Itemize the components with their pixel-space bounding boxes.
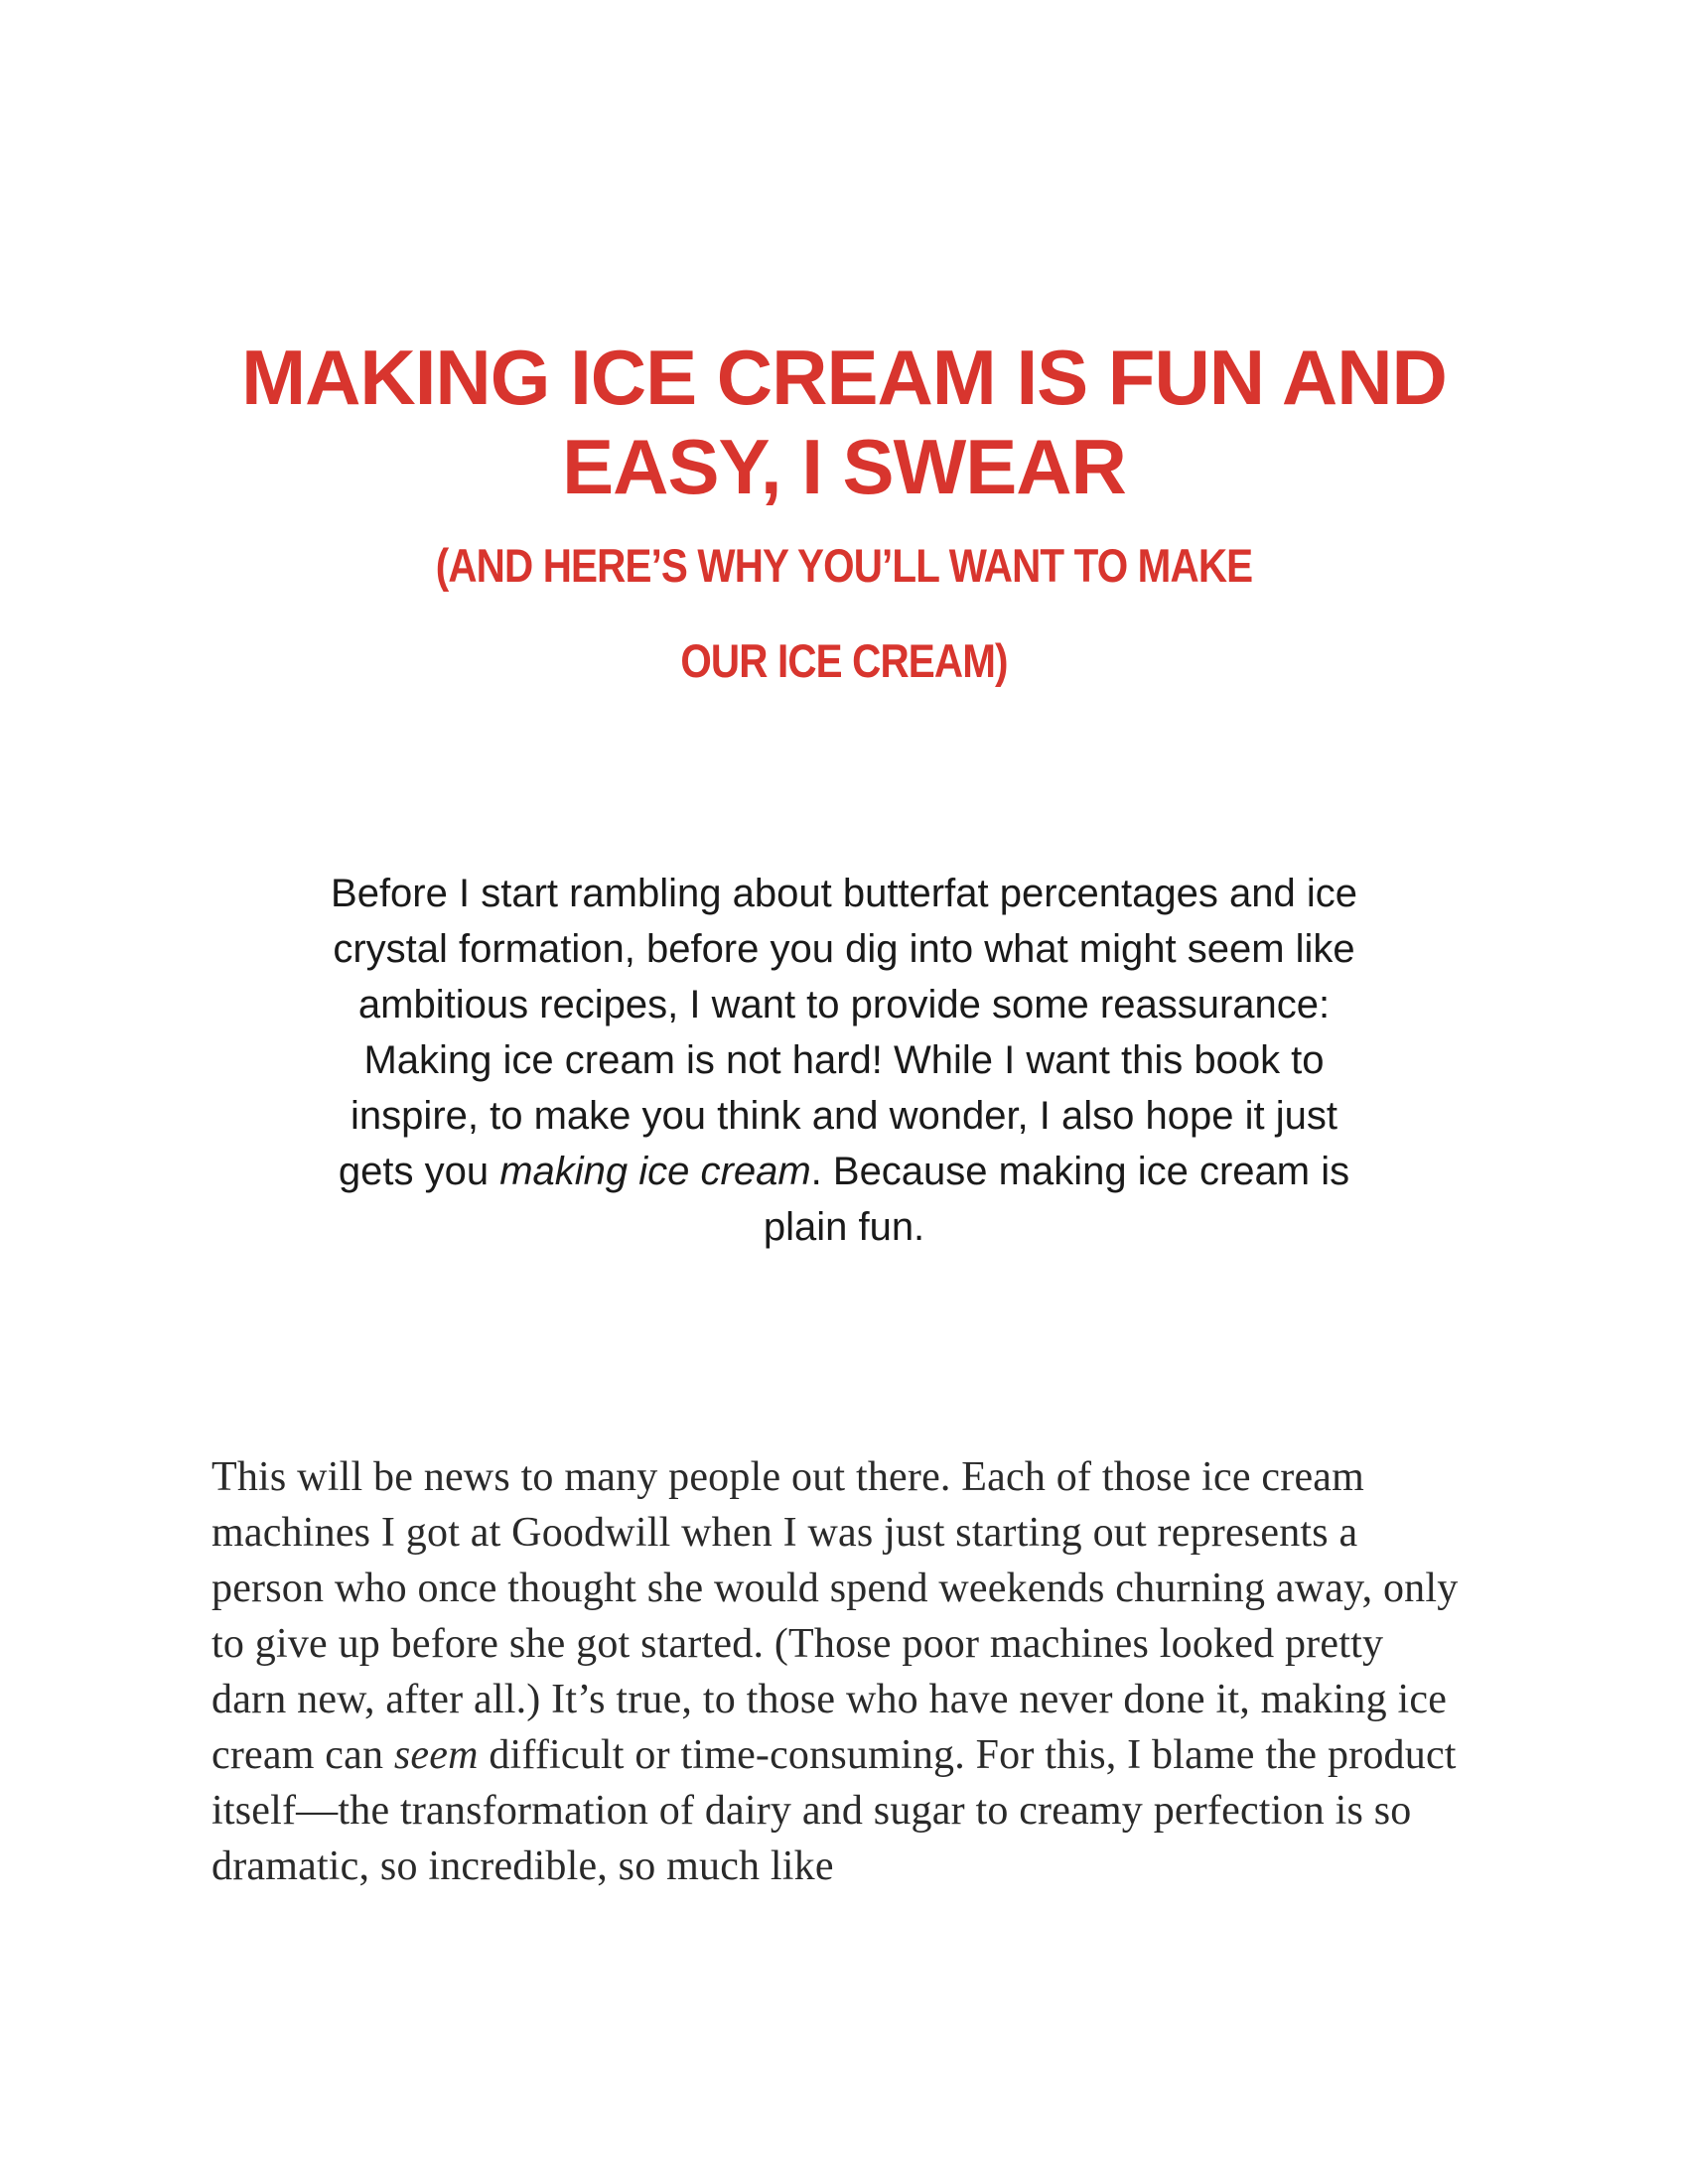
chapter-title: MAKING ICE CREAM IS FUN AND EASY, I SWEAR [241,334,1447,510]
intro-text-end: . Because making ice cream is plain fun. [763,1150,1350,1249]
body-paragraph [211,1449,1463,1894]
intro-text-start: Before I start rambling about butterfat percentages and ice crystal formation, before you dig into what might seem like ambitious recipes, I want to provide some reassurance: Making ice cream is not hard! While I want this book to inspire, to make you think and wonder, I also hope it just gets you [331,872,1357,1193]
body-emphasis: seem [393,1732,479,1778]
intro-paragraph [328,866,1360,1255]
chapter-subtitle: (AND HERE’S WHY YOU’LL WANT TO MAKE OUR ICE CREAM) [435,539,1253,687]
body-text-start: This will be news to many people out there. Each of those ice cream machines I got at Goodwill when I was just starting out represents a person who once thought she would spend weekends churning away, only to give up before she got started. (Those poor machines looked pretty darn new, after all.) It’s true, to those who have never done it, making ice cream can [211,1454,1459,1778]
body-text-end: difficult or time-consuming. For this, I blame the product itself—the transformation of dairy and sugar to creamy perfection is so dramatic, so incredible, so much like [211,1732,1457,1889]
intro-emphasis: making ice cream [499,1150,811,1193]
